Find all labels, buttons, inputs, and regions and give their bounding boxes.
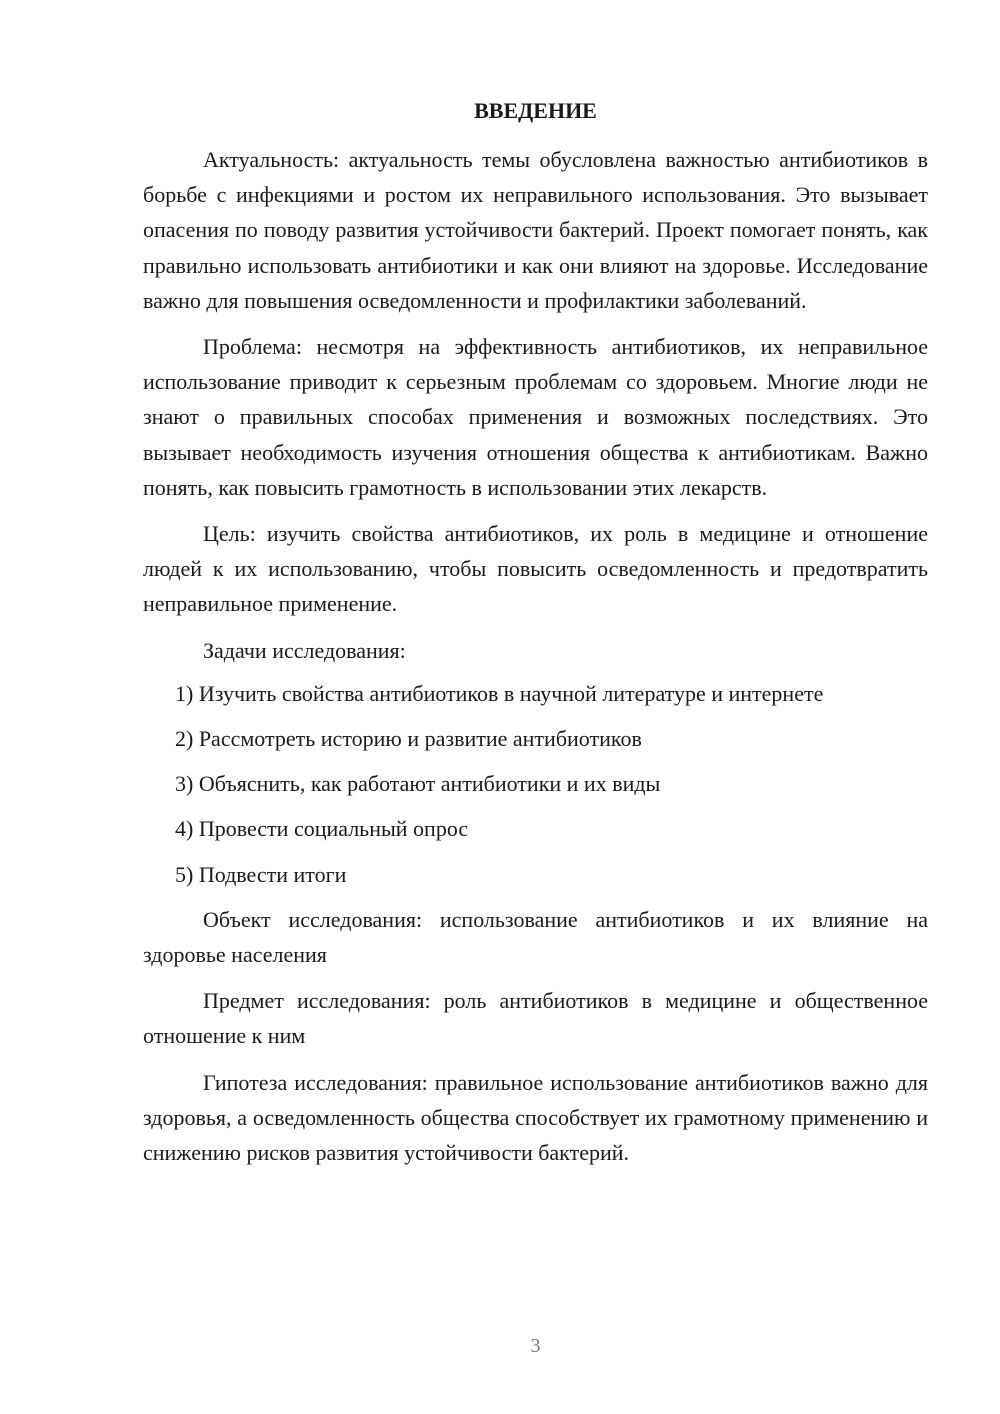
- document-page: [143, 0, 928, 1414]
- paragraph-subject: Предмет исследования: роль антибиотиков в медицине и общественное отношение к ним: [143, 988, 928, 1049]
- task-item: 3) Объяснить, как работают антибиотики и их виды: [175, 771, 661, 797]
- paragraph-problem: Проблема: несмотря на эффективность антибиотиков, их неправильное использование приводит к серьезным проблемам со здоровьем. Многие люди не знают о правильных способах применения и возможных последствиях. Это вызывает необходимость изучения отношения общества к антибиотикам. Важно понять, как повысить грамотность в использовании этих лекарств.: [143, 334, 928, 500]
- task-item: 1) Изучить свойства антибиотиков в научной литературе и интернете: [175, 680, 824, 706]
- paragraph-relevance: Актуальность: актуальность темы обусловлена важностью антибиотиков в борьбе с инфекциями и ростом их неправильного использования. Это вызывает опасения по поводу развития устойчивости бактерий. Проект помогает понять, как правильно использовать антибиотики и как они влияют на здоровье. Исследование важно для повышения осведомленности и профилактики заболеваний.: [143, 147, 928, 313]
- task-item: 5) Подвести итоги: [175, 861, 347, 887]
- task-item: 2) Рассмотреть историю и развитие антибиотиков: [175, 726, 642, 752]
- page-number: 3: [530, 1335, 541, 1357]
- document-body: [143, 142, 928, 1181]
- paragraph-hypothesis: Гипотеза исследования: правильное использование антибиотиков важно для здоровья, а осведомленность общества способствует их грамотному применению и снижению рисков развития устойчивости бактерий.: [143, 1069, 928, 1166]
- paragraph-goal: Цель: изучить свойства антибиотиков, их роль в медицине и отношение людей к их использованию, чтобы повысить осведомленность и предотвратить неправильное применение.: [143, 521, 928, 617]
- tasks-heading: Задачи исследования:: [203, 637, 406, 663]
- task-item: 4) Провести социальный опрос: [175, 816, 469, 842]
- page-title: ВВЕДЕНИЕ: [474, 98, 597, 123]
- paragraph-object: Объект исследования: использование антибиотиков и их влияние на здоровье населения: [143, 906, 928, 968]
